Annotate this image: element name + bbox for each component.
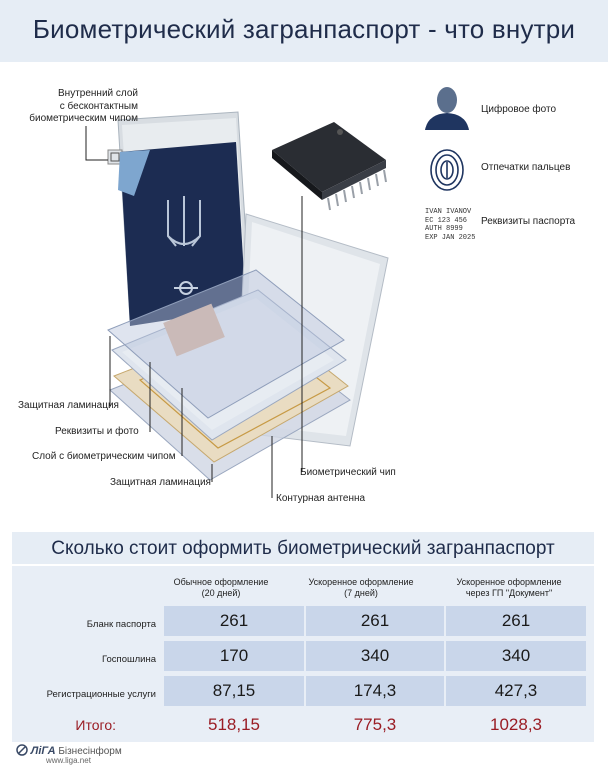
- total-value: 518,15: [208, 715, 260, 734]
- column-header-standard-line-2: (20 дней): [201, 588, 241, 598]
- row-label-registration: Регистрационные услуги: [46, 689, 156, 700]
- total-label: Итого:: [75, 717, 116, 733]
- table-cell: 261: [446, 606, 586, 636]
- fingerprint-icon: [431, 150, 463, 190]
- inner-chip-callout: [18, 88, 138, 126]
- mrz-line-3: AUTH 8999: [425, 225, 463, 233]
- label-biometric-chip: Биометрический чип: [300, 467, 396, 478]
- column-header-express-line-1: Ускоренное оформление: [308, 577, 414, 587]
- legend-passport-details: Реквизиты паспорта: [481, 216, 576, 227]
- mrz-line-4: EXP JAN 2025: [425, 233, 476, 242]
- inner-chip-callout-line-3: биометрическим чипом: [29, 113, 138, 124]
- mrz-line-2: EC 123 456: [425, 216, 468, 225]
- liga-logo: [16, 744, 122, 765]
- mrz-line-1: IVAN IVANOV: [425, 208, 472, 216]
- liga-brand-sub: Бізнесінформ: [58, 746, 122, 757]
- column-header-standard-line-1: Обычное оформление: [173, 577, 269, 587]
- label-details-photo: Реквизиты и фото: [55, 426, 139, 437]
- cost-title: Сколько стоит оформить биометрический загранпаспорт: [51, 538, 555, 559]
- column-header-document-line-1: Ускоренное оформление: [456, 577, 562, 587]
- mrz-sample: [425, 208, 475, 242]
- column-header-express-line-2: (7 дней): [344, 588, 378, 598]
- table-cell: 427,3: [446, 676, 586, 706]
- total-value: 1028,3: [490, 715, 542, 734]
- table-cell: 174,3: [306, 676, 444, 706]
- legend-digital-photo: Цифровое фото: [481, 104, 557, 115]
- column-header-document-line-2: через ГП "Документ": [465, 588, 553, 598]
- inner-chip-callout-line-2: с бесконтактным: [59, 100, 138, 112]
- column-header-standard: [156, 577, 286, 599]
- leader-inner-chip: [86, 126, 108, 160]
- total-value: 775,3: [353, 715, 397, 734]
- liga-brand: ЛіГА: [30, 745, 56, 757]
- label-chip-layer: Слой с биометрическим чипом: [32, 451, 176, 462]
- label-lamination-top: Защитная ламинация: [18, 400, 119, 411]
- table-cell: 87,15: [164, 676, 304, 706]
- page-title: Биометрический загранпаспорт - что внутри: [32, 14, 576, 44]
- person-icon: [424, 84, 470, 130]
- legend-fingerprints: Отпечатки пальцев: [481, 162, 571, 173]
- table-cell: 340: [306, 641, 444, 671]
- microchip: [272, 122, 386, 210]
- table-cell: 340: [446, 641, 586, 671]
- inner-chip-callout-line-1: Внутренний слой: [58, 88, 138, 99]
- column-header-document: [444, 577, 574, 599]
- table-cell: 261: [164, 606, 304, 636]
- title-bar: [0, 0, 608, 62]
- liga-logo-icon: [16, 744, 28, 756]
- cost-title-bar: [12, 532, 594, 564]
- liga-site: www.liga.net: [46, 756, 91, 765]
- row-label-fee: Госпошлина: [102, 654, 156, 665]
- row-label-blank: Бланк паспорта: [86, 619, 156, 630]
- label-contour-antenna: Контурная антенна: [276, 493, 366, 504]
- column-header-express: [296, 577, 426, 599]
- table-cell: 170: [164, 641, 304, 671]
- label-lamination-bottom: Защитная ламинация: [110, 477, 211, 488]
- table-cell: 261: [306, 606, 444, 636]
